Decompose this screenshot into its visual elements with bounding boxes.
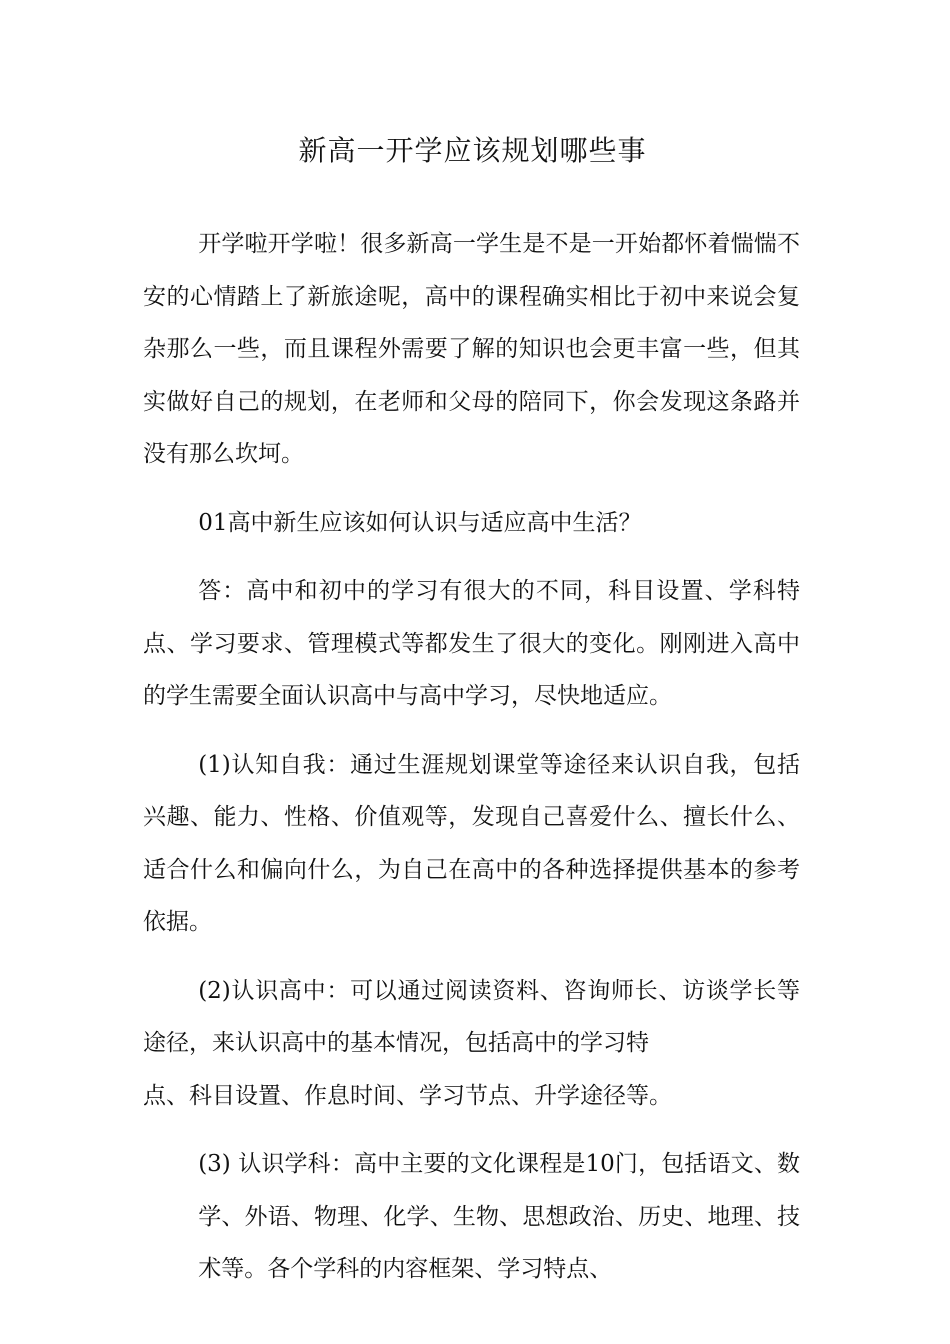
list-item-line: 点、科目设置、作息时间、学习节点、升学途径等。 (143, 1082, 672, 1109)
list-item-know-high-school (143, 965, 800, 1123)
answer-paragraph: 答：高中和初中的学习有很大的不同，科目设置、学科特点、学习要求、管理模式等都发生了很大的变化。刚刚进入高中的学生需要全面认识高中与高中学习，尽快地适应。 (143, 578, 800, 709)
document-title: 新高一开学应该规划哪些事 (298, 134, 647, 167)
intro-paragraph: 开学啦开学啦！很多新高一学生是不是一开始都怀着惴惴不安的心情踏上了新旅途呢，高中的课程确实相比于初中来说会复杂那么一些，而且课程外需要了解的知识也会更丰富一些，但其实做好自己的规划，在老师和父母的陪同下，你会发现这条路并没有那么坎坷。 (143, 231, 800, 467)
list-item-know-subjects: (3) 认识学科：高中主要的文化课程是10门，包括语文、数学、外语、物理、化学、生物、思想政治、历史、地理、技术等。各个学科的内容框架、学习特点、 (198, 1151, 800, 1282)
list-item-know-self: (1)认知自我：通过生涯规划课堂等途径来认识自我，包括兴趣、能力、性格、价值观等，发现自己喜爱什么、擅长什么、适合什么和偏向什么，为自己在高中的各种选择提供基本的参考依据。 (143, 751, 800, 935)
list-item-line: (2)认识高中：可以通过阅读资料、咨询师长、访谈学长等途径，来认识高中的基本情况，包括高中的学习特 (143, 977, 800, 1056)
question-heading: 01高中新生应该如何认识与适应高中生活？ (198, 509, 642, 536)
